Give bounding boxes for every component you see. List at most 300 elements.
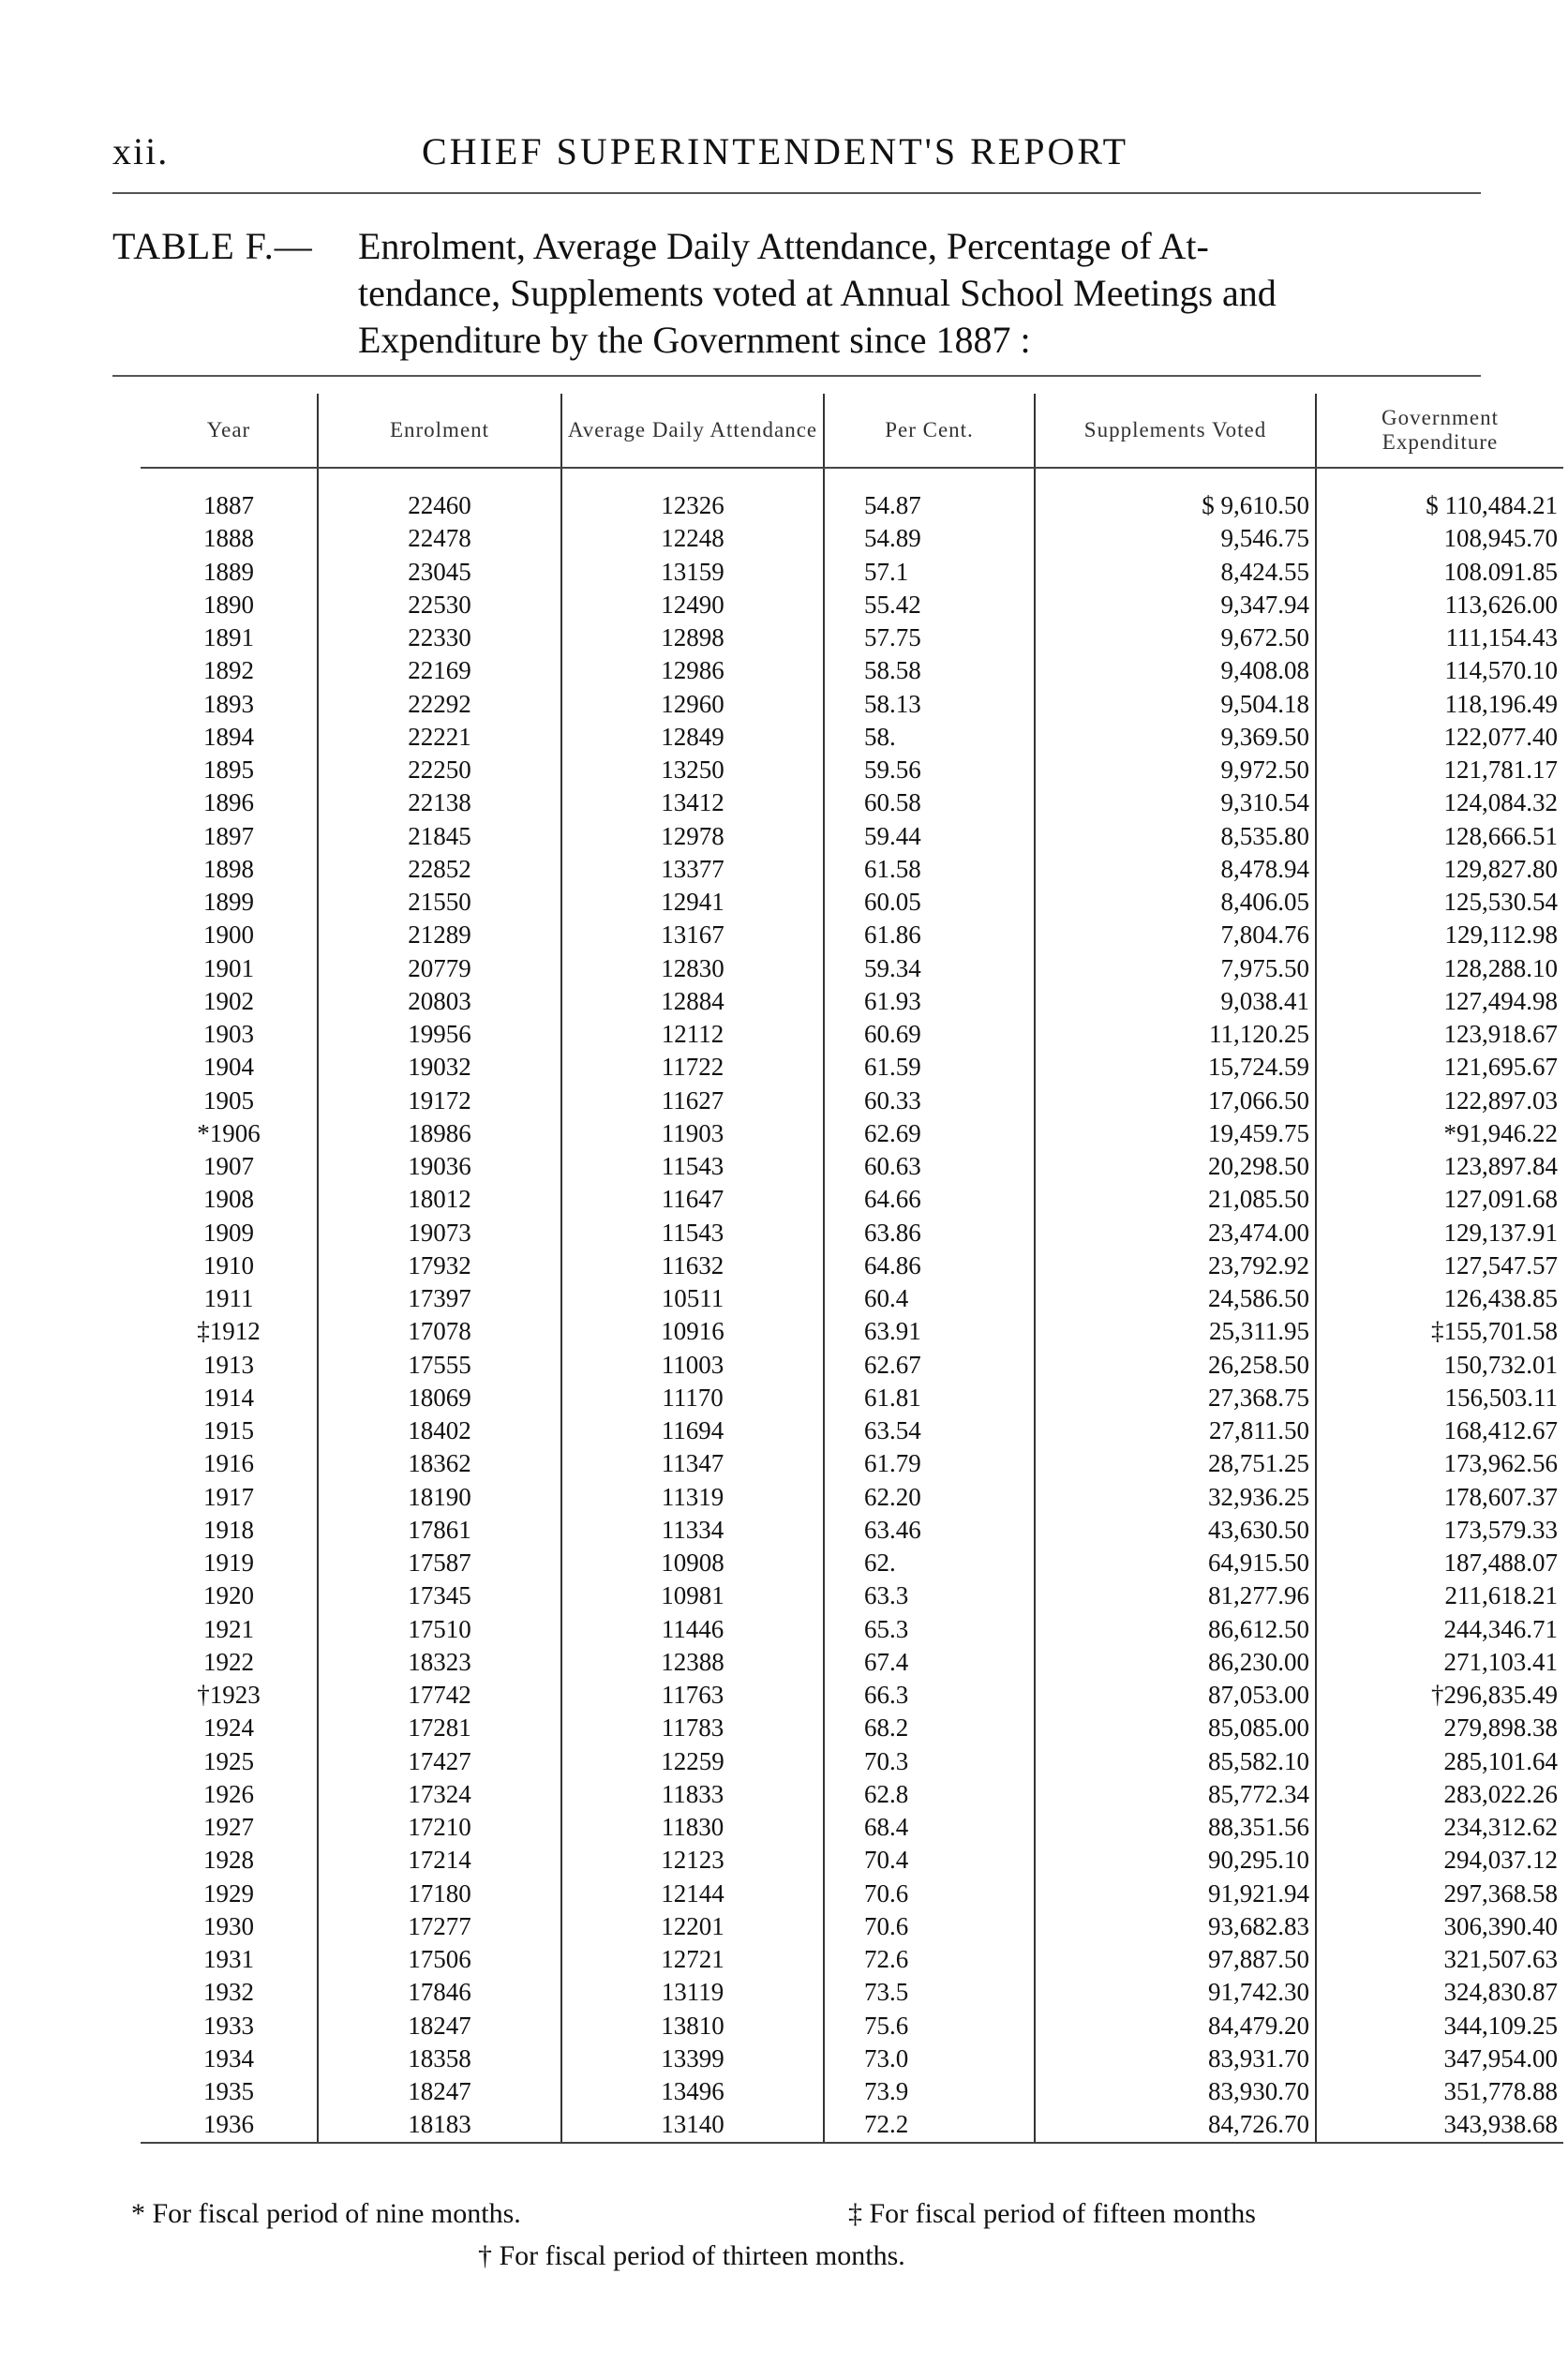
cell-attendance: 12144 [561,1878,824,1910]
table-row [141,1117,1563,1150]
cell-supplements: 91,921.94 [1035,1878,1316,1910]
cell-enrolment: 17555 [318,1349,561,1382]
cell-expenditure: 121,781.17 [1316,754,1563,786]
cell-per-cent: 66.3 [824,1679,1035,1712]
cell-per-cent: 57.75 [824,621,1035,654]
cell-enrolment: 21845 [318,820,561,853]
cell-year: 1887 [203,491,254,520]
cell-enrolment: 18190 [318,1481,561,1514]
cell-attendance: 12884 [561,985,824,1018]
cell-attendance: 11003 [561,1349,824,1382]
cell-per-cent: 59.34 [824,952,1035,985]
cell-expenditure: 122,077.40 [1316,721,1563,754]
footnote-thirteen-months: † For fiscal period of thirteen months. [478,2240,905,2271]
cell-supplements: 8,535.80 [1035,820,1316,853]
cell-supplements: 15,724.59 [1035,1051,1316,1084]
cell-year: 1926 [203,1779,254,1808]
cell-expenditure: 126,438.85 [1316,1282,1563,1315]
column-header-per-cent: Per Cent. [824,394,1035,468]
cell-per-cent: 58. [824,721,1035,754]
cell-enrolment: 19172 [318,1085,561,1117]
cell-supplements: 19,459.75 [1035,1117,1316,1150]
cell-enrolment: 22330 [318,621,561,654]
cell-supplements: 8,478.94 [1035,853,1316,886]
cell-expenditure: 128,666.51 [1316,820,1563,853]
cell-attendance: 12326 [561,468,824,522]
footnote-nine-months: * For fiscal period of nine months. [131,2198,521,2229]
table-row [141,1778,1563,1811]
table-label: TABLE F.— [112,225,313,267]
cell-per-cent: 70.6 [824,1910,1035,1943]
cell-per-cent: 70.3 [824,1745,1035,1778]
table-row [141,1613,1563,1646]
cell-enrolment: 17587 [318,1547,561,1579]
cell-enrolment: 17861 [318,1514,561,1547]
table-row [141,1447,1563,1480]
cell-per-cent: 54.87 [824,468,1035,522]
cell-attendance: 12986 [561,654,824,687]
cell-attendance: 11694 [561,1414,824,1447]
cell-year: 1899 [203,888,254,917]
cell-attendance: 11647 [561,1183,824,1216]
cell-expenditure: 118,196.49 [1316,688,1563,721]
cell-enrolment: 17324 [318,1778,561,1811]
cell-per-cent: 62.67 [824,1349,1035,1382]
cell-supplements: 25,311.95 [1035,1315,1316,1348]
cell-attendance: 12898 [561,621,824,654]
cell-expenditure: 234,312.62 [1316,1811,1563,1844]
table-row [141,1150,1563,1183]
cell-attendance: 10511 [561,1282,824,1315]
cell-year: 1898 [203,854,254,883]
cell-year: 1903 [203,1020,254,1049]
cell-enrolment: 22250 [318,754,561,786]
table-row [141,654,1563,687]
cell-enrolment: 17427 [318,1745,561,1778]
table-row [141,1481,1563,1514]
header-rule [112,192,1481,194]
cell-enrolment: 22292 [318,688,561,721]
cell-year: 1891 [203,623,254,652]
cell-enrolment: 17214 [318,1844,561,1877]
cell-expenditure: 108.091.85 [1316,556,1563,589]
cell-expenditure: 128,288.10 [1316,952,1563,985]
cell-per-cent: 62.69 [824,1117,1035,1150]
cell-year: 1932 [203,1978,254,2007]
cell-expenditure: 156,503.11 [1316,1382,1563,1414]
cell-attendance: 10981 [561,1579,824,1612]
table-row [141,754,1563,786]
table-row [141,886,1563,919]
cell-year: 1930 [203,1911,254,1940]
cell-year: 1888 [203,524,254,553]
cell-expenditure: 123,897.84 [1316,1150,1563,1183]
cell-year: 1920 [203,1581,254,1610]
table-row [141,1414,1563,1447]
cell-supplements: 23,474.00 [1035,1217,1316,1249]
cell-year: 1914 [203,1383,254,1412]
cell-enrolment: 17277 [318,1910,561,1943]
column-header-enrolment: Enrolment [318,394,561,468]
cell-year: 1922 [203,1647,254,1676]
cell-enrolment: 18323 [318,1646,561,1679]
cell-expenditure: 283,022.26 [1316,1778,1563,1811]
table-row [141,1547,1563,1579]
cell-supplements: 97,887.50 [1035,1943,1316,1976]
cell-supplements: 84,726.70 [1035,2108,1316,2142]
cell-expenditure: 178,607.37 [1316,1481,1563,1514]
cell-enrolment: 17510 [318,1613,561,1646]
cell-supplements: 9,672.50 [1035,621,1316,654]
cell-year: †1923 [197,1681,261,1710]
cell-year: 1909 [203,1218,254,1247]
table-row [141,952,1563,985]
cell-year: 1902 [203,986,254,1015]
cell-supplements: 27,811.50 [1035,1414,1316,1447]
table-row [141,1811,1563,1844]
cell-expenditure: 111,154.43 [1316,621,1563,654]
cell-supplements: 23,792.92 [1035,1249,1316,1282]
table-row [141,522,1563,555]
cell-supplements: 7,975.50 [1035,952,1316,985]
cell-year: 1916 [203,1449,254,1478]
cell-supplements: 90,295.10 [1035,1844,1316,1877]
cell-per-cent: 60.05 [824,886,1035,919]
cell-enrolment: 18012 [318,1183,561,1216]
table-row [141,2075,1563,2108]
cell-year: 1889 [203,557,254,586]
cell-attendance: 12490 [561,589,824,621]
cell-enrolment: 22169 [318,654,561,687]
table-row [141,853,1563,886]
cell-attendance: 11833 [561,1778,824,1811]
cell-per-cent: 68.2 [824,1712,1035,1744]
cell-expenditure: 124,084.32 [1316,786,1563,819]
cell-enrolment: 18362 [318,1447,561,1480]
cell-year: 1907 [203,1152,254,1181]
cell-per-cent: 61.86 [824,919,1035,951]
cell-expenditure: 114,570.10 [1316,654,1563,687]
cell-attendance: 13167 [561,919,824,951]
table-row [141,1514,1563,1547]
cell-per-cent: 67.4 [824,1646,1035,1679]
cell-supplements: 26,258.50 [1035,1349,1316,1382]
cell-per-cent: 60.33 [824,1085,1035,1117]
table-row [141,1679,1563,1712]
cell-enrolment: 18402 [318,1414,561,1447]
cell-supplements: 21,085.50 [1035,1183,1316,1216]
cell-attendance: 11543 [561,1217,824,1249]
column-header-expenditure: Government Expenditure [1316,394,1563,468]
cell-expenditure: 129,137.91 [1316,1217,1563,1249]
cell-year: 1924 [203,1713,254,1743]
cell-per-cent: 60.4 [824,1282,1035,1315]
cell-expenditure: 127,494.98 [1316,985,1563,1018]
cell-attendance: 11334 [561,1514,824,1547]
cell-expenditure: 347,954.00 [1316,2042,1563,2075]
cell-supplements: 9,310.54 [1035,786,1316,819]
table-row [141,2010,1563,2042]
cell-supplements: 20,298.50 [1035,1150,1316,1183]
cell-enrolment: 22852 [318,853,561,886]
cell-expenditure: 306,390.40 [1316,1910,1563,1943]
cell-per-cent: 64.86 [824,1249,1035,1282]
table-row [141,1646,1563,1679]
table-row [141,1976,1563,2009]
table-row [141,820,1563,853]
cell-expenditure: 187,488.07 [1316,1547,1563,1579]
cell-expenditure: 297,368.58 [1316,1878,1563,1910]
cell-attendance: 10908 [561,1547,824,1579]
table-row [141,1349,1563,1382]
cell-enrolment: 21550 [318,886,561,919]
table-body [141,468,1563,2143]
table-row [141,1315,1563,1348]
cell-per-cent: 65.3 [824,1613,1035,1646]
cell-enrolment: 18183 [318,2108,561,2142]
table-caption [112,223,1490,364]
cell-attendance: 13159 [561,556,824,589]
cell-supplements: 9,504.18 [1035,688,1316,721]
cell-enrolment: 18247 [318,2010,561,2042]
cell-per-cent: 60.69 [824,1018,1035,1051]
table-row [141,2042,1563,2075]
cell-year: 1931 [203,1945,254,1974]
running-title: CHIEF SUPERINTENDENT'S REPORT [422,130,1129,172]
cell-year: 1897 [203,821,254,850]
cell-per-cent: 73.0 [824,2042,1035,2075]
cell-per-cent: 57.1 [824,556,1035,589]
cell-supplements: 9,972.50 [1035,754,1316,786]
cell-expenditure: 129,112.98 [1316,919,1563,951]
cell-attendance: 11319 [561,1481,824,1514]
cell-year: 1934 [203,2043,254,2072]
cell-supplements: 86,230.00 [1035,1646,1316,1679]
cell-supplements: 85,772.34 [1035,1778,1316,1811]
cell-supplements: 81,277.96 [1035,1579,1316,1612]
cell-year: 1929 [203,1878,254,1908]
cell-enrolment: 17180 [318,1878,561,1910]
cell-per-cent: 62.8 [824,1778,1035,1811]
cell-expenditure: 244,346.71 [1316,1613,1563,1646]
cell-per-cent: 63.46 [824,1514,1035,1547]
cell-attendance: 13412 [561,786,824,819]
cell-expenditure: 285,101.64 [1316,1745,1563,1778]
cell-attendance: 12123 [561,1844,824,1877]
table-top-rule [112,375,1481,377]
cell-enrolment: 19956 [318,1018,561,1051]
cell-year: 1890 [203,590,254,619]
cell-expenditure: 123,918.67 [1316,1018,1563,1051]
cell-enrolment: 22138 [318,786,561,819]
cell-supplements: 86,612.50 [1035,1613,1316,1646]
cell-year: 1904 [203,1053,254,1082]
cell-year: 1935 [203,2077,254,2106]
enrolment-table [141,394,1563,2144]
cell-supplements: 9,408.08 [1035,654,1316,687]
cell-attendance: 11347 [561,1447,824,1480]
table-row [141,2108,1563,2142]
cell-supplements: 84,479.20 [1035,2010,1316,2042]
cell-enrolment: 17078 [318,1315,561,1348]
table-row [141,1382,1563,1414]
cell-per-cent: 73.5 [824,1976,1035,2009]
cell-expenditure: 173,579.33 [1316,1514,1563,1547]
cell-supplements: 83,930.70 [1035,2075,1316,2108]
cell-per-cent: 59.56 [824,754,1035,786]
cell-enrolment: 22460 [318,468,561,522]
cell-enrolment: 20803 [318,985,561,1018]
cell-year: 1915 [203,1416,254,1445]
cell-per-cent: 70.4 [824,1844,1035,1877]
cell-attendance: 13119 [561,1976,824,2009]
cell-year: 1928 [203,1846,254,1875]
cell-per-cent: 61.81 [824,1382,1035,1414]
cell-expenditure: 321,507.63 [1316,1943,1563,1976]
cell-enrolment: 17506 [318,1943,561,1976]
cell-enrolment: 17742 [318,1679,561,1712]
caption-line-3: Expenditure by the Government since 1887 : [358,319,1031,361]
cell-enrolment: 17846 [318,1976,561,2009]
cell-expenditure: 108,945.70 [1316,522,1563,555]
cell-per-cent: 62.20 [824,1481,1035,1514]
cell-expenditure: 125,530.54 [1316,886,1563,919]
cell-enrolment: 17932 [318,1249,561,1282]
cell-attendance: 12978 [561,820,824,853]
cell-per-cent: 61.79 [824,1447,1035,1480]
cell-year: 1927 [203,1813,254,1842]
cell-per-cent: 58.13 [824,688,1035,721]
cell-per-cent: 63.3 [824,1579,1035,1612]
cell-attendance: 11830 [561,1811,824,1844]
cell-supplements: 8,424.55 [1035,556,1316,589]
cell-supplements: 9,038.41 [1035,985,1316,1018]
cell-per-cent: 61.59 [824,1051,1035,1084]
cell-year: 1908 [203,1185,254,1214]
table-row [141,786,1563,819]
cell-supplements: 32,936.25 [1035,1481,1316,1514]
table-row [141,556,1563,589]
cell-supplements: 9,546.75 [1035,522,1316,555]
cell-year: 1896 [203,788,254,817]
cell-supplements: 9,347.94 [1035,589,1316,621]
cell-per-cent: 54.89 [824,522,1035,555]
cell-attendance: 11783 [561,1712,824,1744]
table-row [141,589,1563,621]
cell-per-cent: 61.58 [824,853,1035,886]
cell-expenditure: 271,103.41 [1316,1646,1563,1679]
cell-attendance: 13810 [561,2010,824,2042]
cell-enrolment: 21289 [318,919,561,951]
cell-supplements: 43,630.50 [1035,1514,1316,1547]
cell-enrolment: 18247 [318,2075,561,2108]
table-header-row [141,394,1563,468]
cell-enrolment: 17281 [318,1712,561,1744]
cell-year: 1894 [203,722,254,751]
cell-attendance: 11763 [561,1679,824,1712]
cell-attendance: 11170 [561,1382,824,1414]
cell-year: 1918 [203,1515,254,1544]
cell-enrolment: 19073 [318,1217,561,1249]
column-header-supplements: Supplements Voted [1035,394,1316,468]
cell-enrolment: 23045 [318,556,561,589]
page-header [0,129,1568,176]
table-row [141,1183,1563,1216]
cell-enrolment: 17345 [318,1579,561,1612]
cell-attendance: 12112 [561,1018,824,1051]
cell-expenditure: 121,695.67 [1316,1051,1563,1084]
cell-year: 1919 [203,1549,254,1578]
cell-supplements: 91,742.30 [1035,1976,1316,2009]
cell-supplements: 28,751.25 [1035,1447,1316,1480]
cell-year: 1901 [203,953,254,982]
table-row [141,1745,1563,1778]
cell-supplements: 88,351.56 [1035,1811,1316,1844]
cell-supplements: 87,053.00 [1035,1679,1316,1712]
cell-enrolment: 20779 [318,952,561,985]
cell-supplements: $ 9,610.50 [1035,468,1316,522]
table-row [141,985,1563,1018]
table-row [141,1018,1563,1051]
cell-supplements: 7,804.76 [1035,919,1316,951]
table-row [141,1910,1563,1943]
cell-enrolment: 18069 [318,1382,561,1414]
cell-year: 1917 [203,1482,254,1511]
table-row [141,1878,1563,1910]
cell-attendance: 12388 [561,1646,824,1679]
cell-expenditure: *91,946.22 [1316,1117,1563,1150]
cell-attendance: 13399 [561,2042,824,2075]
table-row [141,1943,1563,1976]
cell-per-cent: 75.6 [824,2010,1035,2042]
cell-expenditure: 113,626.00 [1316,589,1563,621]
cell-attendance: 11903 [561,1117,824,1150]
cell-attendance: 13250 [561,754,824,786]
cell-attendance: 13140 [561,2108,824,2142]
cell-year: 1913 [203,1350,254,1379]
table-row [141,1217,1563,1249]
cell-attendance: 12248 [561,522,824,555]
cell-per-cent: 72.2 [824,2108,1035,2142]
cell-year: *1906 [197,1118,261,1147]
cell-supplements: 17,066.50 [1035,1085,1316,1117]
cell-year: 1936 [141,2108,318,2142]
table-row [141,468,1563,522]
cell-enrolment: 19032 [318,1051,561,1084]
cell-expenditure: †296,835.49 [1316,1679,1563,1712]
cell-expenditure: 173,962.56 [1316,1447,1563,1480]
cell-expenditure: 150,732.01 [1316,1349,1563,1382]
cell-expenditure: 343,938.68 [1316,2108,1563,2142]
cell-attendance: 12960 [561,688,824,721]
cell-year: 1892 [203,656,254,685]
cell-enrolment: 22478 [318,522,561,555]
cell-expenditure: 122,897.03 [1316,1085,1563,1117]
cell-expenditure: ‡155,701.58 [1316,1315,1563,1348]
cell-year: 1933 [203,2011,254,2040]
cell-per-cent: 60.63 [824,1150,1035,1183]
cell-expenditure: 129,827.80 [1316,853,1563,886]
cell-expenditure: 127,091.68 [1316,1183,1563,1216]
cell-year: 1921 [203,1614,254,1643]
cell-supplements: 8,406.05 [1035,886,1316,919]
cell-attendance: 12830 [561,952,824,985]
cell-per-cent: 72.6 [824,1943,1035,1976]
cell-expenditure: 279,898.38 [1316,1712,1563,1744]
cell-per-cent: 62. [824,1547,1035,1579]
cell-attendance: 10916 [561,1315,824,1348]
cell-supplements: 93,682.83 [1035,1910,1316,1943]
